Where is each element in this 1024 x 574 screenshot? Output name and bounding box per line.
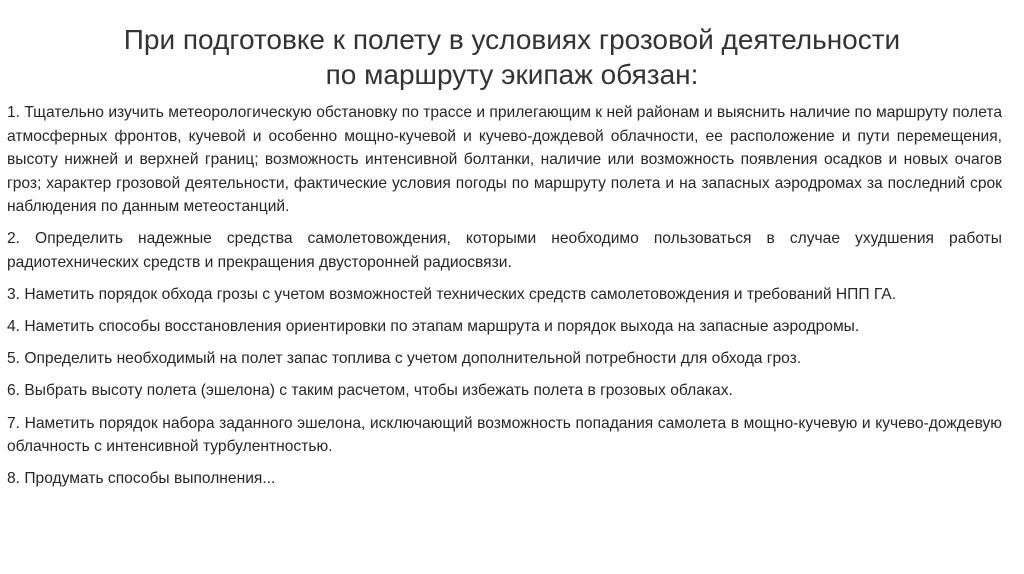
slide-title — [0, 22, 1024, 92]
list-item-7: 7. Наметить порядок набора заданного эшелона, исключающий возможность попадания самолета в мощно-кучевую и кучево-дождевую облачность с интенсивной турбулентностью. — [7, 414, 1002, 456]
list-item-4: 4. Наметить способы восстановления ориентировки по этапам маршрута и порядок выхода на запасные аэродромы. — [7, 318, 860, 336]
list-item-3: 3. Наметить порядок обхода грозы с учетом возможностей технических средств самолетовождения и требований НПП ГА. — [7, 286, 897, 304]
list-item-8-partial: 8. Продумать способы выполнения... — [7, 470, 276, 488]
list-item-5: 5. Определить необходимый на полет запас топлива с учетом дополнительной потребности для обхода гроз. — [7, 350, 802, 368]
title-line-1: При подготовке к полету в условиях грозовой деятельности — [123, 24, 901, 55]
numbered-list — [7, 101, 1002, 499]
list-item-2: 2. Определить надежные средства самолетовождения, которыми необходимо пользоваться в случае ухудшения работы радиотехнических средств и прекращения двусторонней радиосвязи. — [7, 230, 1002, 272]
list-item-1: 1. Тщательно изучить метеорологическую обстановку по трассе и прилегающим к ней районам и выяснить наличие по маршруту полета атмосферных фронтов, кучевой и особенно мощно-кучевой и кучево-дождевой облачности, ее расположение и пути перемещения, высоту нижней и верхней границ; возможность интенсивной болтанки, наличие или возможность появления осадков и новых очагов гроз; характер грозовой деятельности, фактические условия погоды по маршруту полета и на запасных аэродромах за последний срок наблюдения по данным метеостанций. — [7, 104, 1002, 216]
list-item-6: 6. Выбрать высоту полета (эшелона) с таким расчетом, чтобы избежать полета в грозовых облаках. — [7, 382, 733, 400]
title-line-2: по маршруту экипаж обязан: — [325, 59, 699, 90]
